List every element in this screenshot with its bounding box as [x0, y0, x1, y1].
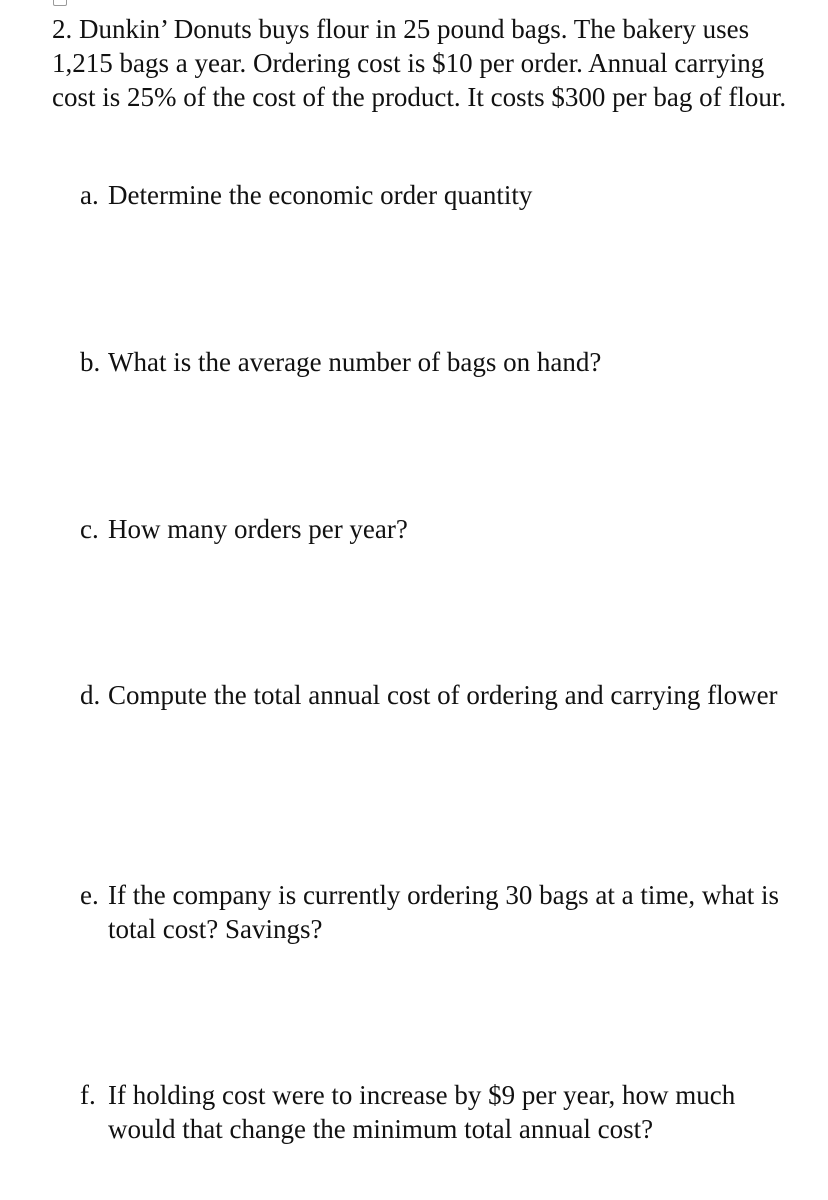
- question-e-text: If the company is currently ordering 30 bags at a time, what is total cost? Savings?: [108, 880, 780, 944]
- question-a: [80, 178, 800, 212]
- problem-statement: 2. Dunkin’ Donuts buys flour in 25 pound bags. The bakery uses 1,215 bags a year. Ordering cost is $10 per order. Annual carrying cost is 25% of the cost of the product. It costs $300 per bag of flour.: [52, 14, 787, 112]
- question-d: [80, 678, 800, 712]
- question-b-text: What is the average number of bags on hand?: [108, 347, 602, 377]
- question-c-letter: c.: [80, 514, 99, 544]
- checkbox-fragment-icon: [53, 0, 67, 6]
- question-f-letter: f.: [80, 1080, 96, 1110]
- question-b-letter: b.: [80, 347, 101, 377]
- question-a-text: Determine the economic order quantity: [108, 180, 533, 210]
- question-b: [80, 345, 800, 379]
- question-a-letter: a.: [80, 180, 99, 210]
- question-c-text: How many orders per year?: [108, 514, 408, 544]
- question-f-text: If holding cost were to increase by $9 per year, how much would that change the minimum total annual cost?: [108, 1080, 736, 1144]
- question-c: [80, 512, 800, 546]
- question-f: [80, 1078, 800, 1146]
- question-d-text: Compute the total annual cost of ordering and carrying flower: [108, 680, 778, 710]
- question-e: [80, 878, 800, 946]
- question-d-letter: d.: [80, 680, 101, 710]
- question-e-letter: e.: [80, 880, 99, 910]
